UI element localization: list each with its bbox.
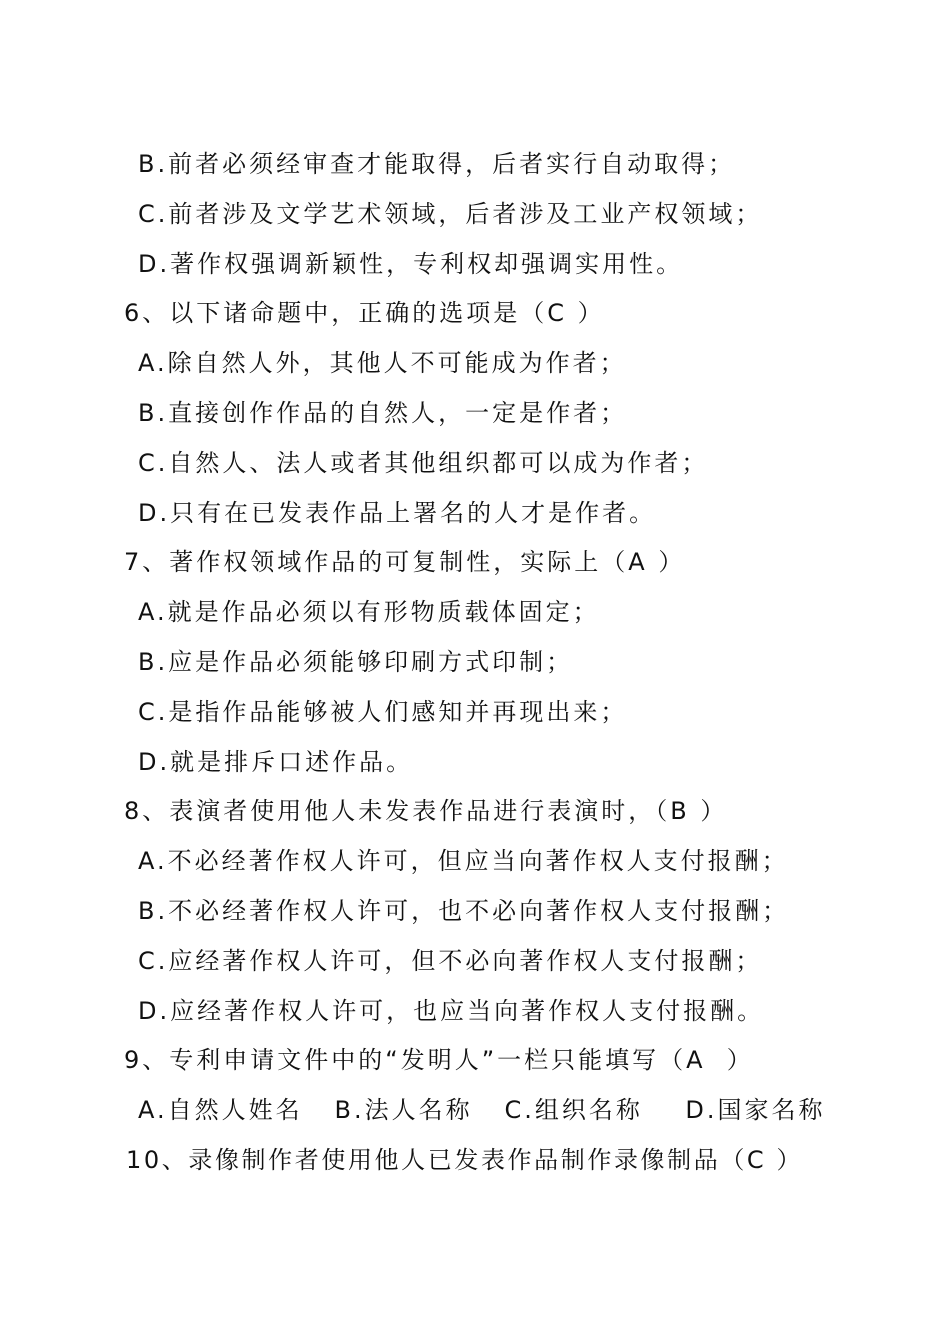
option-7b: B.应是作品必须能够印刷方式印制； — [138, 647, 574, 676]
option-6b: B.直接创作作品的自然人，一定是作者； — [138, 398, 628, 427]
option-8b: B.不必经著作权人许可，也不必向著作权人支付报酬； — [138, 896, 790, 925]
option-8a: A.不必经著作权人许可，但应当向著作权人支付报酬； — [138, 847, 789, 876]
option-6a: A.除自然人外，其他人不可能成为作者； — [138, 349, 627, 378]
question-10: 10、录像制作者使用他人已发表作品制作录像制品（C ） — [126, 1145, 804, 1174]
option-5c: C.前者涉及文学艺术领域，后者涉及工业产权领域； — [138, 199, 763, 228]
option-7d: D.就是排斥口述作品。 — [138, 747, 414, 776]
option-5b: B.前者必须经审查才能取得，后者实行自动取得； — [138, 150, 736, 178]
option-6d: D.只有在已发表作品上署名的人才是作者。 — [138, 498, 657, 527]
option-8d: D.应经著作权人许可，也应当向著作权人支付报酬。 — [138, 996, 765, 1025]
option-7c: C.是指作品能够被人们感知并再现出来； — [138, 697, 628, 726]
option-8c: C.应经著作权人许可，但不必向著作权人支付报酬； — [138, 946, 763, 975]
option-7a: A.就是作品必须以有形物质载体固定； — [138, 598, 600, 627]
document-body — [0, 140, 950, 1186]
option-5d: D.著作权强调新颖性，专利权却强调实用性。 — [138, 249, 684, 278]
options-9: A.自然人姓名 B.法人名称 C.组织名称 D.国家名称 — [138, 1096, 826, 1125]
question-9: 9、专利申请文件中的“发明人”一栏只能填写（A ） — [124, 1046, 754, 1075]
question-6: 6、以下诸命题中，正确的选项是（C ） — [124, 299, 605, 328]
option-6c: C.自然人、法人或者其他组织都可以成为作者； — [138, 448, 709, 477]
question-8: 8、表演者使用他人未发表作品进行表演时，（B ） — [124, 797, 728, 826]
question-7: 7、著作权领域作品的可复制性，实际上（A ） — [124, 548, 686, 577]
